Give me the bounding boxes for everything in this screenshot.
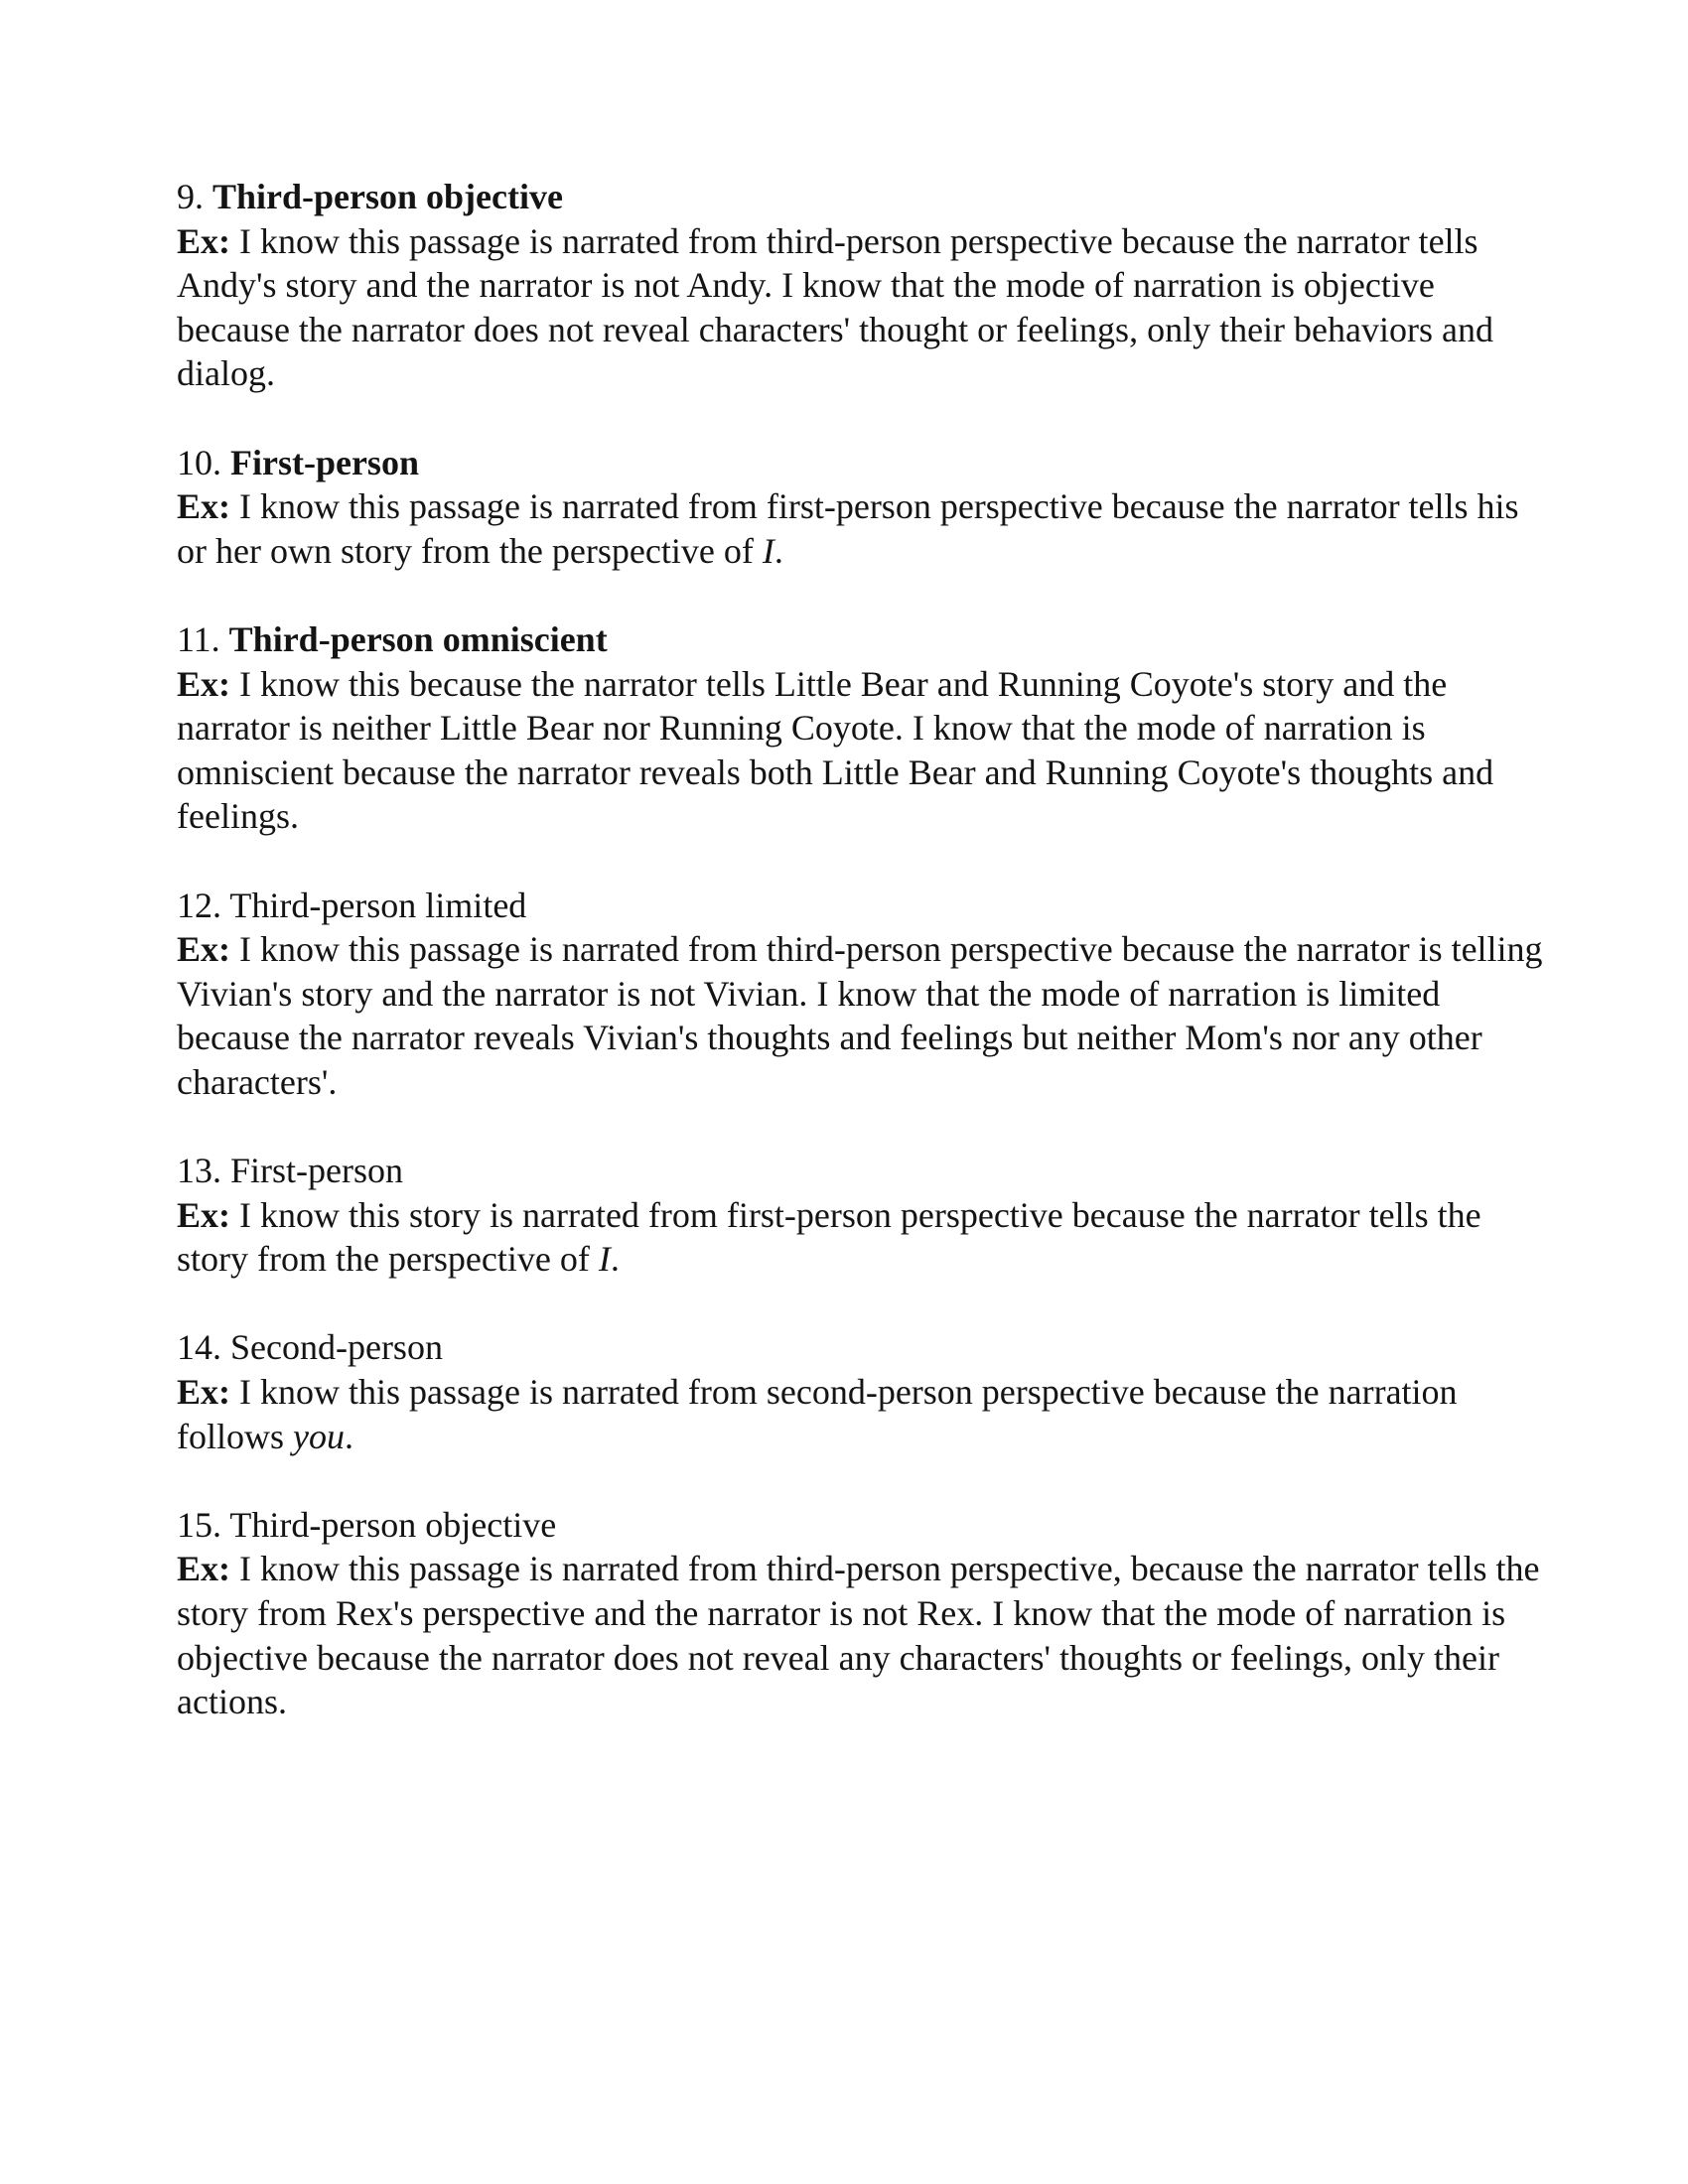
explanation-text: I know this because the narrator tells Little Bear and Running Coyote's story and the narrator is neither Little Bear nor Running Coyote. I know that the mode of narration is omniscient because the narrator reveals both Little Bear and Running Coyote's thoughts and feelings. [177,663,1494,837]
answer-text: First-person [230,442,419,482]
ex-label: Ex: [177,220,230,261]
answer-heading [177,1149,1547,1193]
answer-heading [177,884,1547,928]
explanation-end: . [774,530,783,571]
answer-heading [177,1325,1547,1370]
ex-label: Ex: [177,1194,230,1235]
answer-item-12 [177,884,1547,1105]
explanation-text: I know this passage is narrated from second-person perspective because the narration follows [177,1372,1458,1456]
ex-label: Ex: [177,929,230,970]
answer-heading [177,617,1547,662]
explanation-italic: I [762,530,774,571]
explanation-text: I know this passage is narrated from first-person perspective because the narrator tells his or her own story from the perspective of [177,486,1519,571]
answer-item-11 [177,617,1547,839]
explanation [177,219,1547,396]
explanation-italic: I [598,1239,611,1280]
answer-item-10 [177,441,1547,574]
answer-heading [177,175,1547,219]
explanation-text: I know this story is narrated from first-person perspective because the narrator tells the story from the perspective of [177,1194,1481,1280]
ex-label: Ex: [177,1372,230,1413]
answer-text: First-person [230,1151,403,1191]
explanation-italic: you [293,1416,345,1456]
answer-key-page [177,175,1547,1768]
answer-item-9 [177,175,1547,396]
explanation [177,1547,1547,1723]
explanation-text: I know this passage is narrated from third-person perspective because the narrator tells Andy's story and the narrator is not Andy. I know that the mode of narration is objective because the narrator does not reveal characters' thought or feelings, only their behaviors and dialog. [177,220,1493,394]
explanation-text: I know this passage is narrated from third-person perspective, because the narrator tells the story from Rex's perspective and the narrator is not Rex. I know that the mode of narration is objective because the narrator does not reveal any characters' thoughts or feelings, only their actions. [177,1549,1540,1722]
item-number: 10. [177,442,221,482]
answer-text: Third-person objective [229,1504,557,1545]
explanation [177,927,1547,1104]
ex-label: Ex: [177,486,230,527]
explanation-end: . [610,1239,620,1280]
item-number: 9. [177,177,204,216]
explanation-text: I know this passage is narrated from third-person perspective because the narrator is telling Vivian's story and the narrator is not Vivian. I know that the mode of narration is limited because the narrator reveals Vivian's thoughts and feelings but neither Mom's nor any other characters'. [177,929,1543,1102]
explanation-end: . [344,1416,353,1456]
item-number: 12. [177,885,221,925]
answer-text: Third-person limited [229,885,527,925]
item-number: 14. [177,1327,221,1368]
item-number: 11. [177,618,220,659]
item-number: 15. [177,1504,221,1545]
explanation [177,662,1547,839]
answer-heading [177,441,1547,485]
answer-item-15 [177,1503,1547,1724]
answer-heading [177,1503,1547,1548]
item-number: 13. [177,1151,221,1191]
explanation [177,1193,1547,1282]
ex-label: Ex: [177,663,230,704]
answer-item-14 [177,1325,1547,1458]
answer-item-13 [177,1149,1547,1282]
ex-label: Ex: [177,1549,230,1589]
explanation [177,484,1547,573]
explanation [177,1370,1547,1458]
answer-text: Third-person omniscient [228,618,608,659]
answer-text: Third-person objective [212,177,563,216]
answer-text: Second-person [230,1327,443,1368]
